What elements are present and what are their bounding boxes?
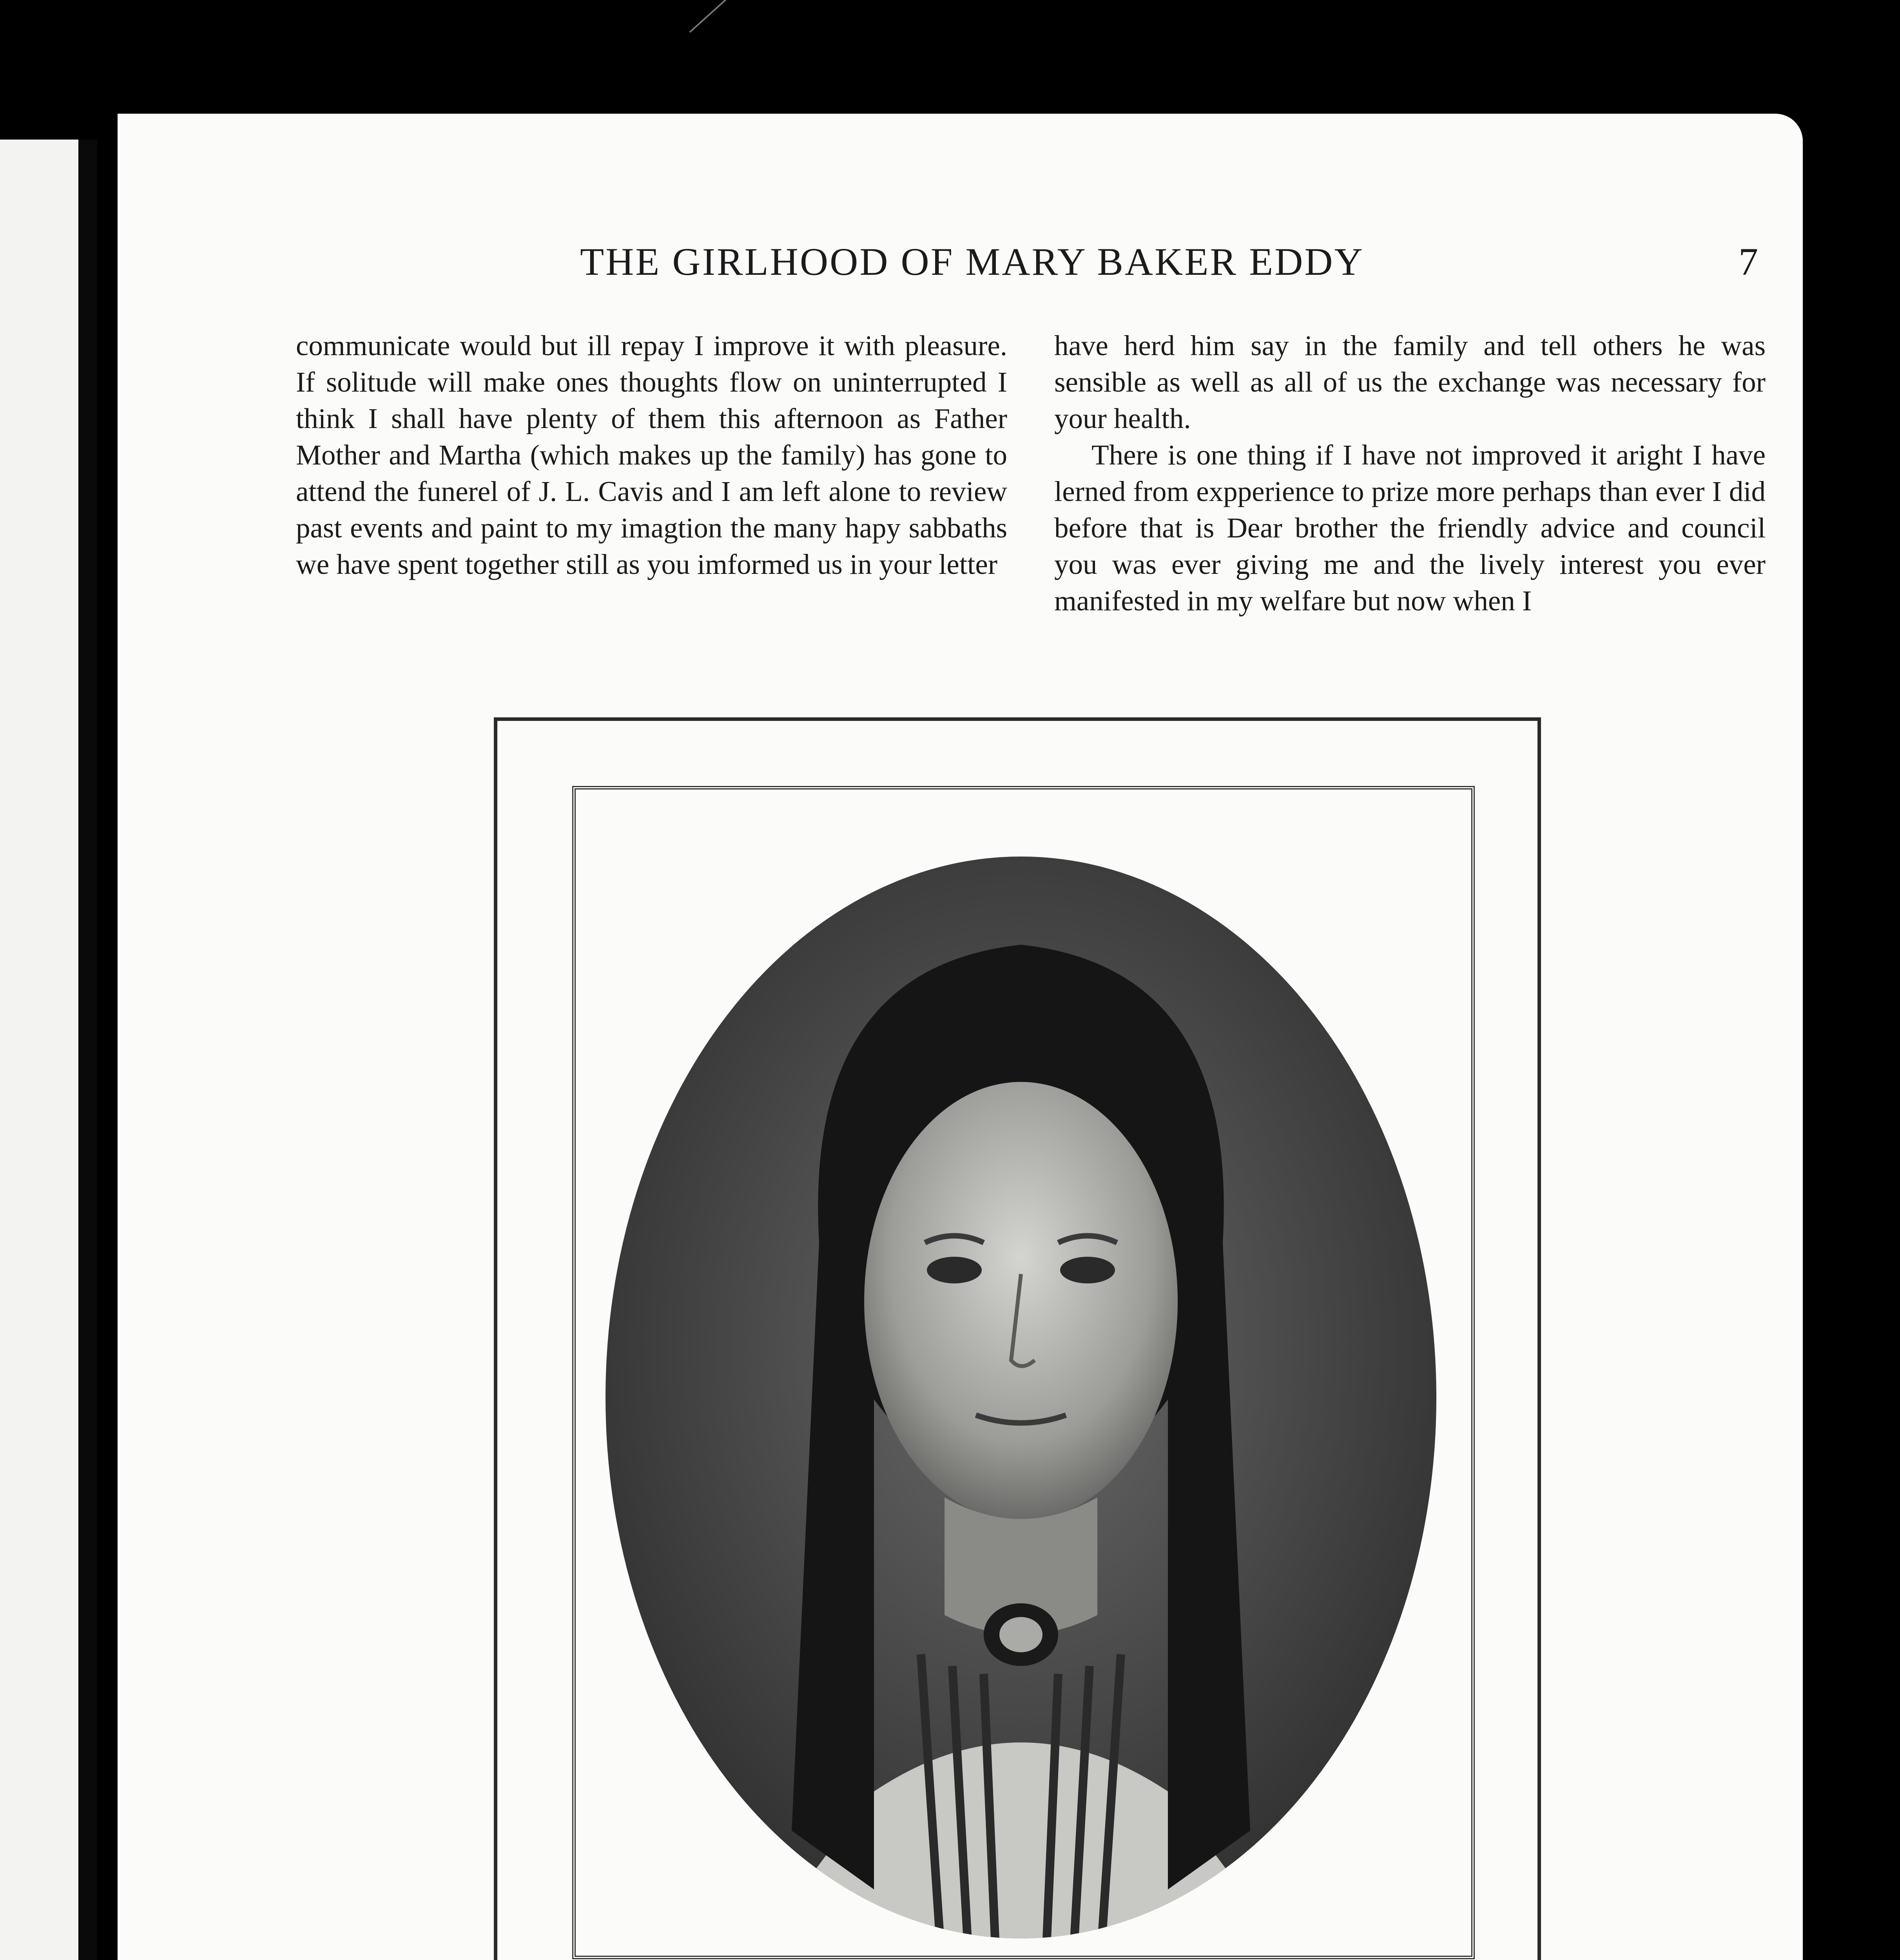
paragraph: communicate would but ill repay I improve it with pleasure. If solitude will make ones thoughts flow on uninterrupted I think I shall have plenty of them this afternoon as Father Mother and Martha (which makes up the family) has gone to attend the funerel of J. L. Cavis and I am left alone to review past events and paint to my imagtion the many hapy sabbaths we have spent together still as you imformed us in your letter — [296, 330, 1007, 580]
running-header — [118, 239, 1803, 286]
scan-artifact — [689, 0, 766, 33]
column-top-right — [1054, 327, 1766, 619]
page-gutter-shadow — [78, 140, 97, 1960]
running-title: THE GIRLHOOD OF MARY BAKER EDDY — [580, 240, 1364, 283]
paragraph: There is one thing if I have not improved it aright I have lerned from expperience to prize more perhaps than ever I did before that is Dear brother the friendly advice and council you was ever giving me and the lively interest you ever manifested in my welfare but now when I — [1054, 439, 1766, 617]
paragraph: have herd him say in the family and tell others he was sensible as well as all of us the exchange was necessary for your health. — [1054, 330, 1766, 434]
facing-page-edge — [0, 140, 78, 1960]
page-number: 7 — [1739, 240, 1760, 283]
column-top-left — [296, 327, 1007, 583]
oval-portrait-photo — [600, 851, 1442, 1944]
